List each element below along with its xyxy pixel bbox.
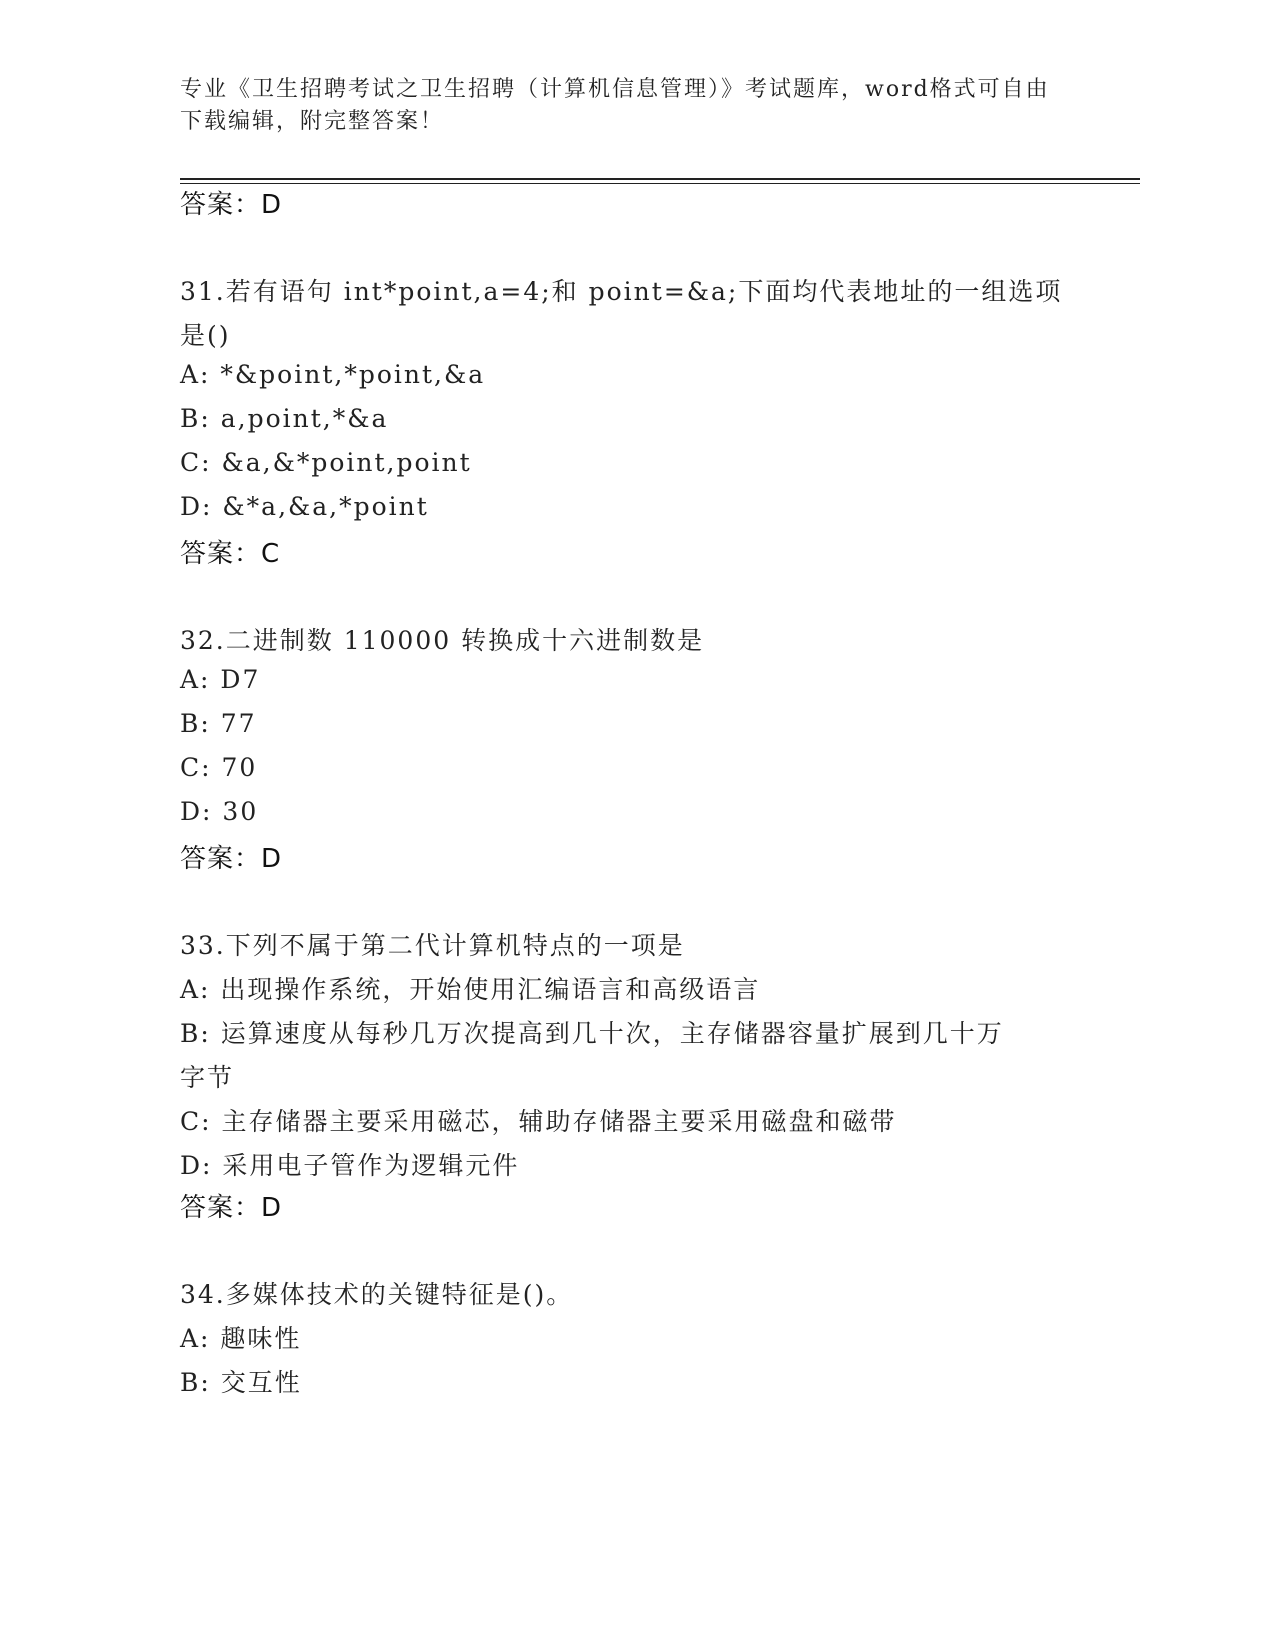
question-32-option-a: A: D7 [180, 665, 261, 694]
question-32-stem: 32.二进制数 110000 转换成十六进制数是 [180, 626, 705, 655]
question-34-option-a: A: 趣味性 [180, 1324, 302, 1353]
document-header: 专业《卫生招聘考试之卫生招聘（计算机信息管理）》考试题库，word格式可自由下载编辑，附完整答案！ [180, 77, 1050, 134]
question-33-stem: 33.下列不属于第二代计算机特点的一项是 [180, 931, 685, 960]
question-31-option-d: D: &*a,&a,*point [180, 492, 429, 521]
question-33-option-c: C: 主存储器主要采用磁芯，辅助存储器主要采用磁盘和磁带 [180, 1107, 897, 1136]
question-32-answer: 答案：D [180, 844, 283, 874]
question-31-answer: 答案：C [180, 539, 281, 569]
question-31-option-c: C: &a,&*point,point [180, 448, 472, 477]
question-33-option-a: A: 出现操作系统，开始使用汇编语言和高级语言 [180, 975, 761, 1004]
question-34-option-b: B: 交互性 [180, 1368, 302, 1397]
question-34-stem: 34.多媒体技术的关键特征是()。 [180, 1280, 574, 1309]
answer-30: 答案：D [180, 190, 283, 220]
question-33-option-d: D: 采用电子管作为逻辑元件 [180, 1151, 520, 1180]
question-31-option-b: B: a,point,*&a [180, 404, 389, 433]
question-31-stem-cont: 是() [180, 321, 231, 350]
header-rule-thick [180, 178, 1140, 180]
question-31-option-a: A: *&point,*point,&a [180, 360, 486, 389]
question-32-option-c: C: 70 [180, 753, 258, 782]
question-33-option-b: B: 运算速度从每秒几万次提高到几十次，主存储器容量扩展到几十万 [180, 1019, 1004, 1048]
question-32-option-d: D: 30 [180, 797, 259, 826]
question-33-option-b-cont: 字节 [180, 1063, 235, 1092]
question-33-answer: 答案：D [180, 1193, 283, 1223]
question-32-option-b: B: 77 [180, 709, 257, 738]
header-rule-thin [180, 183, 1140, 184]
question-31-stem: 31.若有语句 int*point,a=4;和 point=&a;下面均代表地址的一组选项 [180, 277, 1063, 306]
